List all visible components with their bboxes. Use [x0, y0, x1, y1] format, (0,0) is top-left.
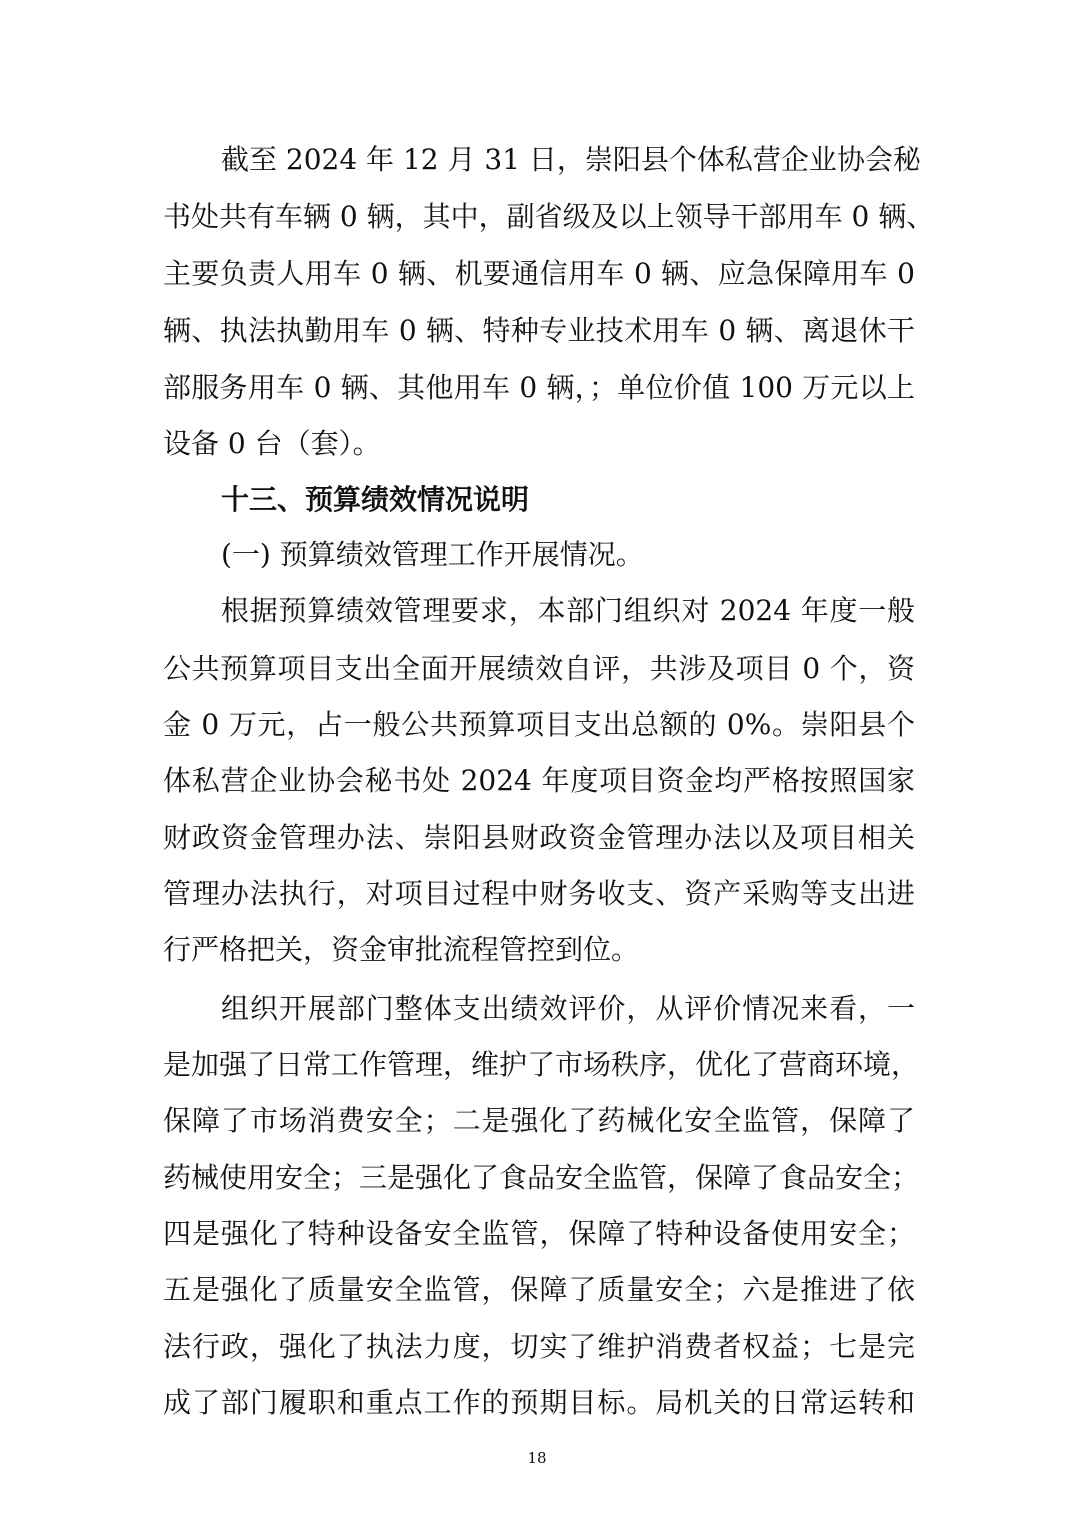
section-heading: 十三、预算绩效情况说明 [221, 483, 530, 516]
paragraph-2-line-7: 行严格把关，资金审批流程管控到位。 [163, 933, 640, 966]
subsection-heading: (一) 预算绩效管理工作开展情况。 [221, 538, 644, 571]
paragraph-1-line-6: 设备 0 台（套）。 [163, 427, 381, 460]
paragraph-3-line-6: 五是强化了质量安全监管，保障了质量安全；六是推进了依 [163, 1273, 915, 1306]
paragraph-3-line-7: 法行政，强化了执法力度，切实了维护消费者权益；七是完 [163, 1330, 915, 1363]
paragraph-3-line-8: 成了部门履职和重点工作的预期目标。局机关的日常运转和 [163, 1386, 915, 1419]
paragraph-1-line-2: 书处共有车辆 0 辆，其中，副省级及以上领导干部用车 0 辆、 [163, 200, 935, 233]
paragraph-1-line-1: 截至 2024 年 12 月 31 日，崇阳县个体私营企业协会秘 [221, 143, 921, 176]
paragraph-2-line-5: 财政资金管理办法、崇阳县财政资金管理办法以及项目相关 [163, 821, 915, 854]
paragraph-2-line-4: 体私营企业协会秘书处 2024 年度项目资金均严格按照国家 [163, 764, 915, 797]
paragraph-2-line-3: 金 0 万元，占一般公共预算项目支出总额的 0%。崇阳县个 [163, 708, 915, 741]
paragraph-3-line-3: 保障了市场消费安全；二是强化了药械化安全监管，保障了 [163, 1104, 915, 1137]
paragraph-1-line-5: 部服务用车 0 辆、其他用车 0 辆，；单位价值 100 万元以上 [163, 371, 915, 404]
paragraph-3-line-5: 四是强化了特种设备安全监管，保障了特种设备使用安全； [163, 1217, 915, 1250]
paragraph-2-line-2: 公共预算项目支出全面开展绩效自评，共涉及项目 0 个，资 [163, 652, 915, 685]
paragraph-2-line-6: 管理办法执行，对项目过程中财务收支、资产采购等支出进 [163, 877, 915, 910]
page-number: 18 [527, 1449, 547, 1467]
paragraph-3-line-4: 药械使用安全；三是强化了食品安全监管，保障了食品安全； [163, 1161, 920, 1194]
paragraph-1-line-3: 主要负责人用车 0 辆、机要通信用车 0 辆、应急保障用车 0 [163, 257, 915, 290]
paragraph-3-line-1: 组织开展部门整体支出绩效评价，从评价情况来看，一 [221, 992, 915, 1025]
paragraph-2-line-1: 根据预算绩效管理要求，本部门组织对 2024 年度一般 [221, 594, 915, 627]
paragraph-3-line-2: 是加强了日常工作管理，维护了市场秩序，优化了营商环境， [163, 1048, 920, 1081]
paragraph-1-line-4: 辆、执法执勤用车 0 辆、特种专业技术用车 0 辆、离退休干 [163, 314, 915, 347]
